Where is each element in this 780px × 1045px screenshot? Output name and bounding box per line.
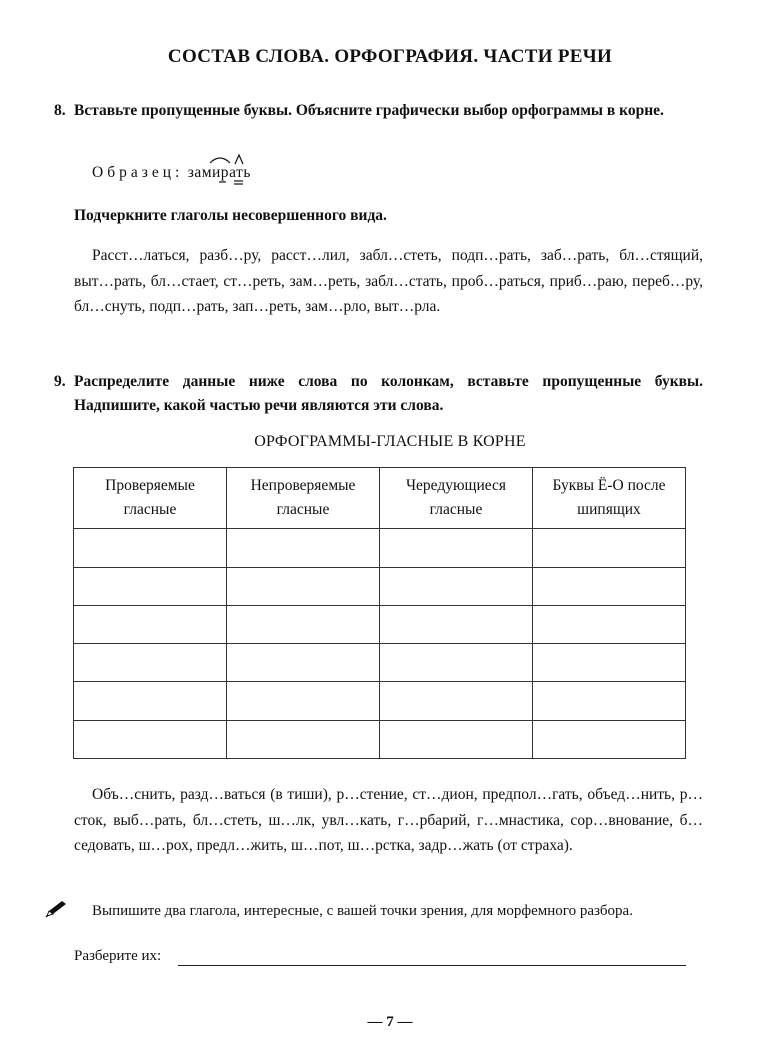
table-cell[interactable] <box>74 605 227 643</box>
task-8-subinstruction: Подчеркните глаголы несовершенного вида. <box>74 207 387 224</box>
table-cell[interactable] <box>227 644 380 682</box>
table-cell[interactable] <box>227 567 380 605</box>
table-row <box>74 720 686 758</box>
column-header: Проверяемые гласные <box>74 468 227 529</box>
sample-label: Образец: <box>92 164 184 181</box>
table-title: ОРФОГРАММЫ-ГЛАСНЫЕ В КОРНЕ <box>254 433 526 450</box>
vowel-table <box>73 467 686 759</box>
table-cell[interactable] <box>380 720 533 758</box>
table-row <box>74 567 686 605</box>
table-cell[interactable] <box>74 720 227 758</box>
task-8-instruction <box>54 99 703 123</box>
table-cell[interactable] <box>74 644 227 682</box>
task-9-instruction-text: Распределите данные ниже слова по колонкам, вставьте пропущенные буквы. Надпишите, какой частью речи являются эти слова. <box>74 373 703 414</box>
table-cell[interactable] <box>74 567 227 605</box>
table-header-row <box>74 468 686 529</box>
sample-word: замирать <box>188 164 251 181</box>
column-header: Буквы Ё-О после шипящих <box>533 468 686 529</box>
table-cell[interactable] <box>227 529 380 567</box>
table-cell[interactable] <box>227 720 380 758</box>
task-9-instruction <box>54 370 703 418</box>
column-header: Непроверяемые гласные <box>227 468 380 529</box>
table-cell[interactable] <box>380 529 533 567</box>
page-number: — 7 — <box>367 1014 413 1030</box>
sample-line <box>92 164 251 182</box>
task-9-words: Объ…снить, разд…ваться (в тиши), р…стение, ст…дион, предпол…гать, объед…нить, р…сток, выб…рать, бл…стеть, ш…лк, увл…кать, г…рбарий, г…мнастика, сор…внование, б…седовать, ш…рох, предл…жить, ш…пот, ш…рстка, задр…жать (от страха). <box>74 786 703 855</box>
table-cell[interactable] <box>74 529 227 567</box>
table-row <box>74 682 686 720</box>
answer-label: Разберите их: <box>74 948 162 964</box>
table-cell[interactable] <box>380 605 533 643</box>
table-row <box>74 605 686 643</box>
answer-line[interactable] <box>178 964 686 966</box>
pencil-icon <box>44 899 70 919</box>
table-cell[interactable] <box>380 567 533 605</box>
table-cell[interactable] <box>380 644 533 682</box>
extra-instruction: Выпишите два глагола, интересные, с вашей точки зрения, для морфемного разбора. <box>92 903 633 919</box>
table-cell[interactable] <box>533 605 686 643</box>
task-8-number: 8. <box>54 102 66 119</box>
task-8-words: Расст…латься, разб…ру, расст…лил, забл…стеть, подп…рать, заб…рать, бл…стящий, выт…рать, бл…стает, ст…реть, зам…реть, забл…стать, проб…раться, приб…раю, переб…ру, бл…снуть, подп…рать, зап…реть, зам…рло, выт…рла. <box>74 247 703 316</box>
page-title: СОСТАВ СЛОВА. ОРФОГРАФИЯ. ЧАСТИ РЕЧИ <box>167 46 613 67</box>
table-cell[interactable] <box>533 720 686 758</box>
table-row <box>74 529 686 567</box>
table-cell[interactable] <box>533 529 686 567</box>
task-8-instruction-text: Вставьте пропущенные буквы. Объясните графически выбор орфограммы в корне. <box>74 102 664 119</box>
table-cell[interactable] <box>533 644 686 682</box>
table-cell[interactable] <box>74 682 227 720</box>
sample-root: ир <box>212 164 230 181</box>
table-cell[interactable] <box>227 605 380 643</box>
table-cell[interactable] <box>380 682 533 720</box>
column-header: Чередующиеся гласные <box>380 468 533 529</box>
table-cell[interactable] <box>227 682 380 720</box>
table-cell[interactable] <box>533 682 686 720</box>
table-cell[interactable] <box>533 567 686 605</box>
task-9-number: 9. <box>54 373 66 390</box>
root-arc-marks <box>208 155 268 195</box>
table-row <box>74 644 686 682</box>
